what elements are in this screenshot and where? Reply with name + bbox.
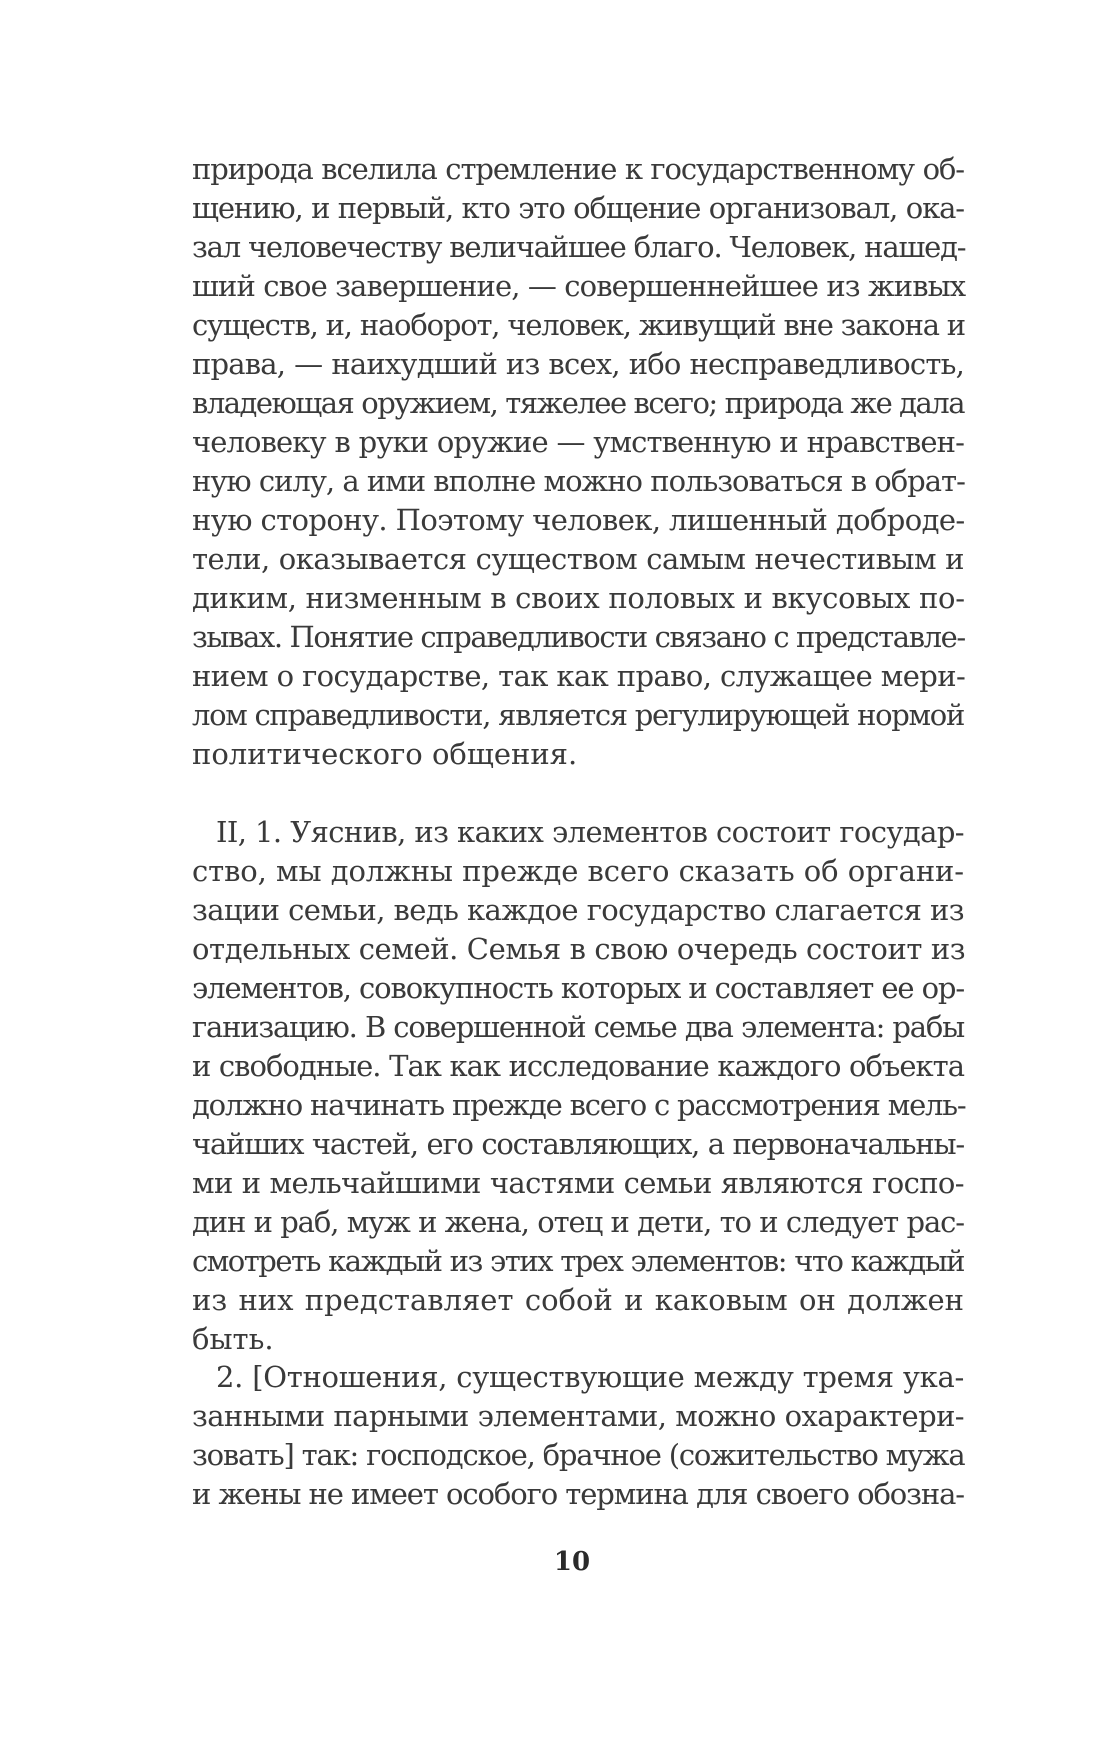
- text-line: зывах. Понятие справедливости связано с представле-: [192, 620, 965, 654]
- text-line: должно начинать прежде всего с рассмотрения мель-: [192, 1088, 966, 1122]
- text-line: лом справедливости, является регулирующей нормой: [192, 698, 964, 732]
- text-line: II, 1. Уяснив, из каких элементов состоит государ-: [216, 815, 964, 849]
- text-line: зовать] так: господское, брачное (сожительство мужа: [192, 1438, 965, 1472]
- text-line: ганизацию. В совершенной семье два элемента: рабы: [192, 1010, 964, 1044]
- paragraph-1: [192, 150, 964, 774]
- text-line: природа вселила стремление к государственному об-: [192, 152, 964, 186]
- paragraph-2: [192, 813, 964, 1359]
- text-line: диким, низменным в своих половых и вкусовых по-: [192, 581, 965, 615]
- text-line: зации семьи, ведь каждое государство слагается из: [192, 893, 964, 927]
- text-line: нием о государстве, так как право, служащее мери-: [192, 659, 966, 693]
- text-line: ную силу, а ими вполне можно пользоваться в обрат-: [192, 464, 965, 498]
- text-line: ми и мельчайшими частями семьи являются госпо-: [192, 1166, 964, 1200]
- paragraph-3: [192, 1358, 964, 1514]
- text-line: существ, и, наоборот, человек, живущий вне закона и: [192, 308, 965, 342]
- text-line: чайших частей, его составляющих, а первоначальны-: [192, 1127, 964, 1161]
- text-line: щению, и первый, кто это общение организовал, ока-: [192, 191, 964, 225]
- text-line: человеку в руки оружие — умственную и нравствен-: [192, 425, 964, 459]
- text-line: политического общения.: [192, 737, 578, 771]
- text-line: 2. [Отношения, существующие между тремя ука-: [216, 1360, 964, 1394]
- text-line: отдельных семей. Семья в свою очередь состоит из: [192, 932, 966, 966]
- text-line: быть.: [192, 1322, 274, 1356]
- text-line: и свободные. Так как исследование каждого объекта: [192, 1049, 964, 1083]
- text-line: зал человечеству величайшее благо. Человек, нашед-: [192, 230, 966, 264]
- text-line: ство, мы должны прежде всего сказать об органи-: [192, 854, 964, 888]
- text-line: дин и раб, муж и жена, отец и дети, то и следует рас-: [192, 1205, 964, 1239]
- text-line: элементов, совокупность которых и составляет ее ор-: [192, 971, 965, 1005]
- text-line: ную сторону. Поэтому человек, лишенный доброде-: [192, 503, 965, 537]
- text-line: тели, оказывается существом самым нечестивым и: [192, 542, 964, 576]
- text-line: права, — наихудший из всех, ибо несправедливость,: [192, 347, 964, 381]
- text-line: ший свое завершение, — совершеннейшее из живых: [192, 269, 966, 303]
- text-line: смотреть каждый из этих трех элементов: что каждый: [192, 1244, 964, 1278]
- text-line: и жены не имеет особого термина для своего обозна-: [192, 1477, 964, 1511]
- text-line: занными парными элементами, можно охарактери-: [192, 1399, 964, 1433]
- text-line: владеющая оружием, тяжелее всего; природа же дала: [192, 386, 964, 420]
- text-line: из них представляет собой и каковым он должен: [192, 1283, 964, 1317]
- page-number: 10: [553, 1547, 591, 1577]
